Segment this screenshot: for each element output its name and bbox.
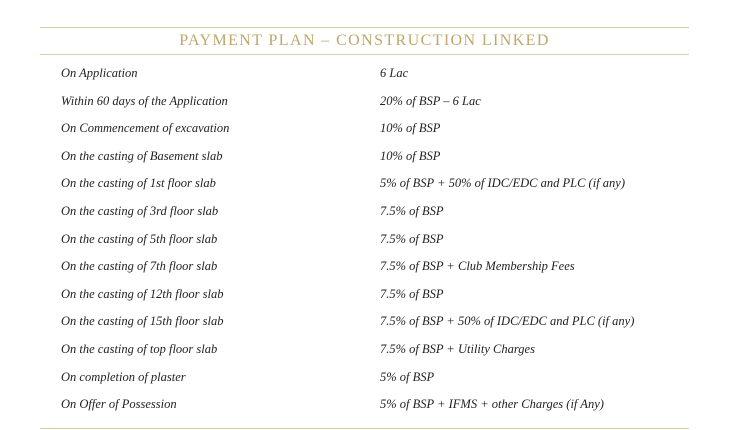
stage-label: On Offer of Possession [61, 397, 177, 412]
stage-label: On the casting of 12th floor slab [61, 286, 224, 301]
stage-label: On the casting of 1st floor slab [61, 176, 216, 191]
table-row [0, 89, 748, 117]
table-row [0, 227, 748, 255]
table-row [0, 254, 748, 282]
stage-label: On Commencement of excavation [61, 121, 230, 136]
page-title: PAYMENT PLAN – CONSTRUCTION LINKED [179, 32, 550, 49]
top-divider [40, 27, 689, 28]
table-row [0, 337, 748, 365]
stage-label: On the casting of 7th floor slab [61, 259, 218, 274]
stage-label: On the casting of Basement slab [61, 148, 223, 163]
payment-amount: 7.5% of BSP + 50% of IDC/EDC and PLC (if any) [380, 314, 635, 329]
table-row [0, 171, 748, 199]
payment-amount: 5% of BSP + 50% of IDC/EDC and PLC (if any) [380, 176, 625, 191]
stage-label: On the casting of 15th floor slab [61, 314, 224, 329]
table-row [0, 282, 748, 310]
payment-amount: 5% of BSP + IFMS + other Charges (if Any) [380, 397, 604, 412]
payment-amount: 10% of BSP [380, 121, 441, 136]
table-row [0, 365, 748, 393]
stage-label: On Application [61, 66, 138, 80]
payment-amount: 7.5% of BSP [380, 286, 444, 301]
payment-amount: 7.5% of BSP + Club Membership Fees [380, 259, 575, 274]
payment-amount: 5% of BSP [380, 369, 435, 384]
table-row [0, 309, 748, 337]
payment-amount: 6 Lac [380, 66, 409, 80]
table-row [0, 61, 748, 89]
payment-amount: 7.5% of BSP + Utility Charges [380, 341, 535, 356]
table-row [0, 116, 748, 144]
stage-label: On the casting of 5th floor slab [61, 231, 218, 246]
table-row [0, 199, 748, 227]
stage-label: On the casting of 3rd floor slab [61, 203, 219, 218]
payment-plan-table [0, 61, 748, 420]
stage-label: Within 60 days of the Application [61, 93, 228, 108]
title-divider [40, 54, 689, 55]
payment-amount: 20% of BSP – 6 Lac [380, 93, 481, 108]
table-row [0, 144, 748, 172]
payment-amount: 10% of BSP [380, 148, 441, 163]
table-row [0, 392, 748, 420]
stage-label: On the casting of top floor slab [61, 341, 218, 356]
bottom-divider [40, 428, 689, 429]
payment-amount: 7.5% of BSP [380, 231, 444, 246]
stage-label: On completion of plaster [61, 369, 186, 384]
payment-amount: 7.5% of BSP [380, 203, 444, 218]
